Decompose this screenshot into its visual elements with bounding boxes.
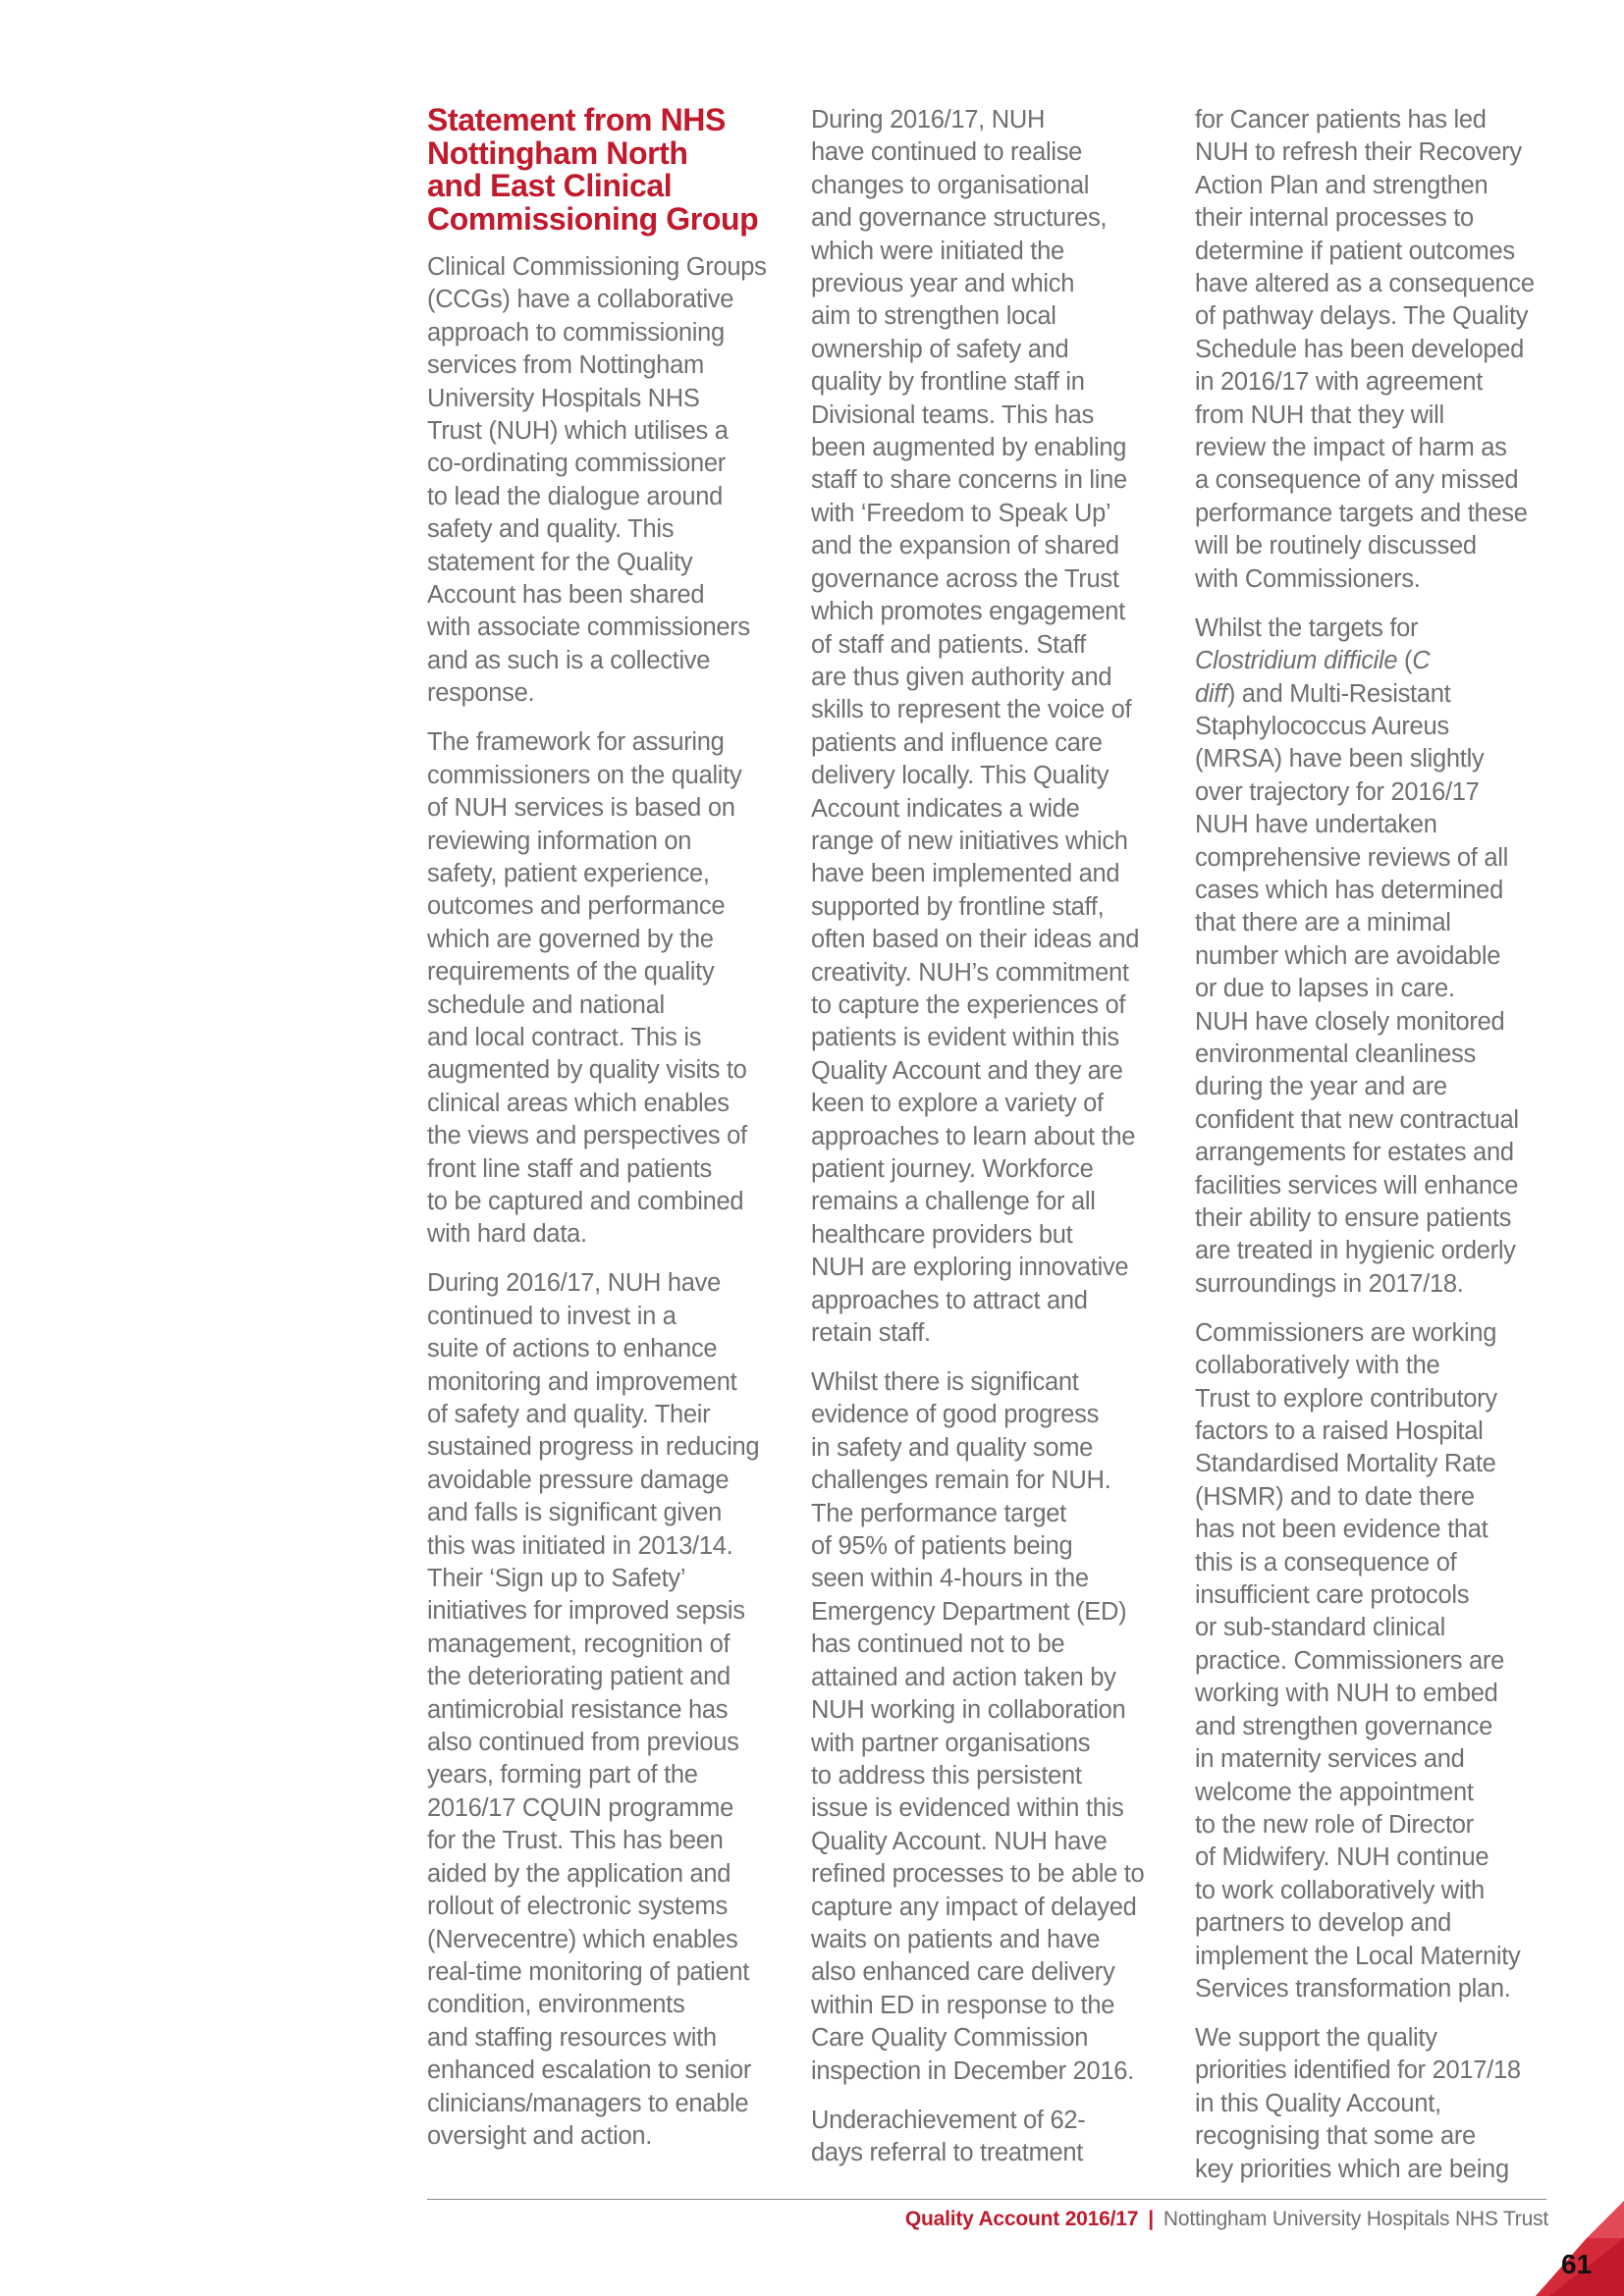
text-line: key priorities which are being — [1195, 2155, 1509, 2183]
text-line: have been implemented and — [811, 860, 1120, 888]
text-line: approaches to learn about the — [811, 1122, 1136, 1150]
text-line — [1195, 678, 1552, 711]
text-line: The framework for assuring — [427, 728, 725, 757]
text-line: Action Plan and strengthen — [1195, 171, 1489, 199]
text-line: issue is evidenced within this — [811, 1794, 1124, 1823]
text-line: Whilst there is significant — [811, 1368, 1079, 1397]
heading-line: Nottingham North — [427, 134, 688, 171]
italic-term: Clostridium difficile — [1195, 647, 1398, 675]
text-line: this was initiated in 2013/14. — [427, 1531, 733, 1560]
text-line: also enhanced care delivery — [811, 1958, 1115, 1987]
text-line: Account has been shared — [427, 581, 705, 610]
footer-divider — [427, 2199, 1546, 2200]
text-line: from NUH that they will — [1195, 400, 1444, 429]
paragraph — [1195, 1317, 1552, 2006]
column-3-paragraphs — [1195, 104, 1552, 2186]
text-line: University Hospitals NHS — [427, 384, 700, 412]
italic-term: diff — [1195, 679, 1227, 708]
text-line: NUH to refresh their Recovery — [1195, 138, 1522, 167]
text-line: During 2016/17, NUH — [811, 106, 1046, 133]
text-line: and local contract. This is — [427, 1023, 702, 1051]
text-line: comprehensive reviews of all — [1195, 843, 1508, 872]
corner-triangle-light — [1587, 2201, 1624, 2238]
text-line: priorities identified for 2017/18 — [1195, 2056, 1521, 2085]
text-line: factors to a raised Hospital — [1195, 1417, 1484, 1446]
text-line: (CCGs) have a collaborative — [427, 286, 734, 314]
text-line: confident that new contractual — [1195, 1105, 1519, 1134]
text-line: continued to invest in a — [427, 1302, 677, 1330]
text-line: collaboratively with the — [1195, 1352, 1440, 1380]
text-line: delivery locally. This Quality — [811, 762, 1110, 790]
text-line: for Cancer patients has led — [1195, 106, 1487, 133]
text-line — [1195, 645, 1552, 677]
text-line: condition, environments — [427, 1991, 685, 2019]
text-line: statement for the Quality — [427, 548, 693, 576]
column-2 — [811, 104, 1166, 2169]
text-line: oversight and action. — [427, 2121, 653, 2150]
text-line: to capture the experiences of — [811, 990, 1126, 1019]
text-line: patients is evident within this — [811, 1024, 1119, 1052]
text-line: been augmented by enabling — [811, 434, 1127, 462]
text-line: or sub-standard clinical — [1195, 1614, 1446, 1642]
text-line: within ED in response to the — [811, 1991, 1115, 2019]
text-line: response. — [427, 679, 535, 708]
text-line: and strengthen governance — [1195, 1712, 1492, 1740]
text-line: performance targets and these — [1195, 499, 1528, 527]
text-line: aim to strengthen local — [811, 302, 1056, 331]
text-line: outcomes and performance — [427, 892, 726, 921]
text-line: keen to explore a variety of — [811, 1090, 1104, 1118]
text-line: ownership of safety and — [811, 335, 1069, 363]
text-line: which were initiated the — [811, 237, 1064, 265]
text-line: of safety and quality. Their — [427, 1401, 711, 1428]
text-line: Quality Account and they are — [811, 1056, 1123, 1085]
text-line: Clinical Commissioning Groups — [427, 253, 767, 281]
paragraph — [427, 1267, 783, 2153]
text-line: Services transformation plan. — [1195, 1974, 1511, 2002]
paragraph — [427, 726, 783, 1252]
text-line: partners to develop and — [1195, 1909, 1452, 1938]
text-line: of pathway delays. The Quality — [1195, 302, 1529, 331]
text-line: over trajectory for 2016/17 — [1195, 777, 1480, 806]
text-line: NUH have closely monitored — [1195, 1007, 1505, 1036]
text-line: facilities services will enhance — [1195, 1171, 1519, 1200]
text-line: and governance structures, — [811, 204, 1108, 233]
text-line: has not been evidence that — [1195, 1516, 1489, 1544]
text-line: to be captured and combined — [427, 1187, 744, 1215]
text-line: management, recognition of — [427, 1629, 731, 1658]
text-line: healthcare providers but — [811, 1220, 1073, 1249]
text-line: real-time monitoring of patient — [427, 1957, 750, 1986]
text-line: to address this persistent — [811, 1761, 1082, 1789]
text-line: services from Nottingham — [427, 351, 704, 380]
text-line: antimicrobial resistance has — [427, 1695, 729, 1724]
text-line: which promotes engagement — [811, 598, 1125, 626]
text-line: in safety and quality some — [811, 1433, 1094, 1462]
text-line: this is a consequence of — [1195, 1548, 1457, 1576]
text-line: During 2016/17, NUH have — [427, 1269, 721, 1298]
heading-line: and East Clinical — [427, 168, 673, 203]
text-line: review the impact of harm as — [1195, 434, 1507, 462]
inline-text: ) and Multi-Resistant — [1226, 679, 1451, 708]
text-line: avoidable pressure damage — [427, 1466, 730, 1494]
text-line: of Midwifery. NUH continue — [1195, 1843, 1489, 1872]
text-line: (MRSA) have been slightly — [1195, 745, 1485, 774]
text-line: seen within 4-hours in the — [811, 1565, 1089, 1593]
text-line: in 2016/17 with agreement — [1195, 368, 1484, 397]
text-line: evidence of good progress — [811, 1401, 1100, 1429]
text-line: in this Quality Account, — [1195, 2089, 1441, 2117]
paragraph — [427, 251, 783, 711]
text-line: suite of actions to enhance — [427, 1335, 718, 1363]
footer-report-title: Quality Account 2016/17 — [904, 2208, 1139, 2230]
text-line: with ‘Freedom to Speak Up’ — [811, 499, 1111, 527]
text-line: waits on patients and have — [811, 1925, 1101, 1953]
text-line: challenges remain for NUH. — [811, 1467, 1111, 1495]
text-line: in maternity services and — [1195, 1745, 1465, 1774]
text-line: Standardised Mortality Rate — [1195, 1450, 1496, 1478]
text-line: Staphylococcus Aureus — [1195, 712, 1449, 740]
heading-line: Commissioning Group — [427, 200, 759, 237]
text-line: creativity. NUH’s commitment — [811, 958, 1129, 987]
text-line: often based on their ideas and — [811, 926, 1140, 954]
text-line: have continued to realise — [811, 138, 1083, 167]
text-line: initiatives for improved sepsis — [427, 1597, 745, 1626]
paragraph — [1195, 104, 1552, 596]
text-line: front line staff and patients — [427, 1154, 712, 1183]
text-line: patient journey. Workforce — [811, 1155, 1094, 1183]
inline-text: ( — [1397, 647, 1413, 675]
text-line: safety and quality. This — [427, 515, 675, 544]
text-line: quality by frontline staff in — [811, 368, 1085, 397]
column-1 — [427, 104, 783, 2153]
text-line: remains a challenge for all — [811, 1188, 1096, 1216]
italic-term: C — [1412, 647, 1431, 675]
text-line: safety, patient experience, — [427, 859, 710, 887]
text-line: during the year and are — [1195, 1073, 1447, 1101]
text-line: governance across the Trust — [811, 564, 1119, 593]
text-line: (Nervecentre) which enables — [427, 1925, 738, 1953]
text-line: with associate commissioners — [427, 614, 750, 642]
text-line: refined processes to be able to — [811, 1860, 1145, 1889]
text-line: the views and perspectives of — [427, 1122, 747, 1150]
statement-heading — [427, 104, 783, 236]
text-line: Whilst the targets for — [1195, 614, 1419, 642]
text-line: NUH are exploring innovative — [811, 1254, 1129, 1282]
page-number: 61 — [1561, 2249, 1593, 2279]
text-line: days referral to treatment — [811, 2138, 1084, 2166]
paragraph — [1195, 613, 1552, 1302]
text-line: of NUH services is based on — [427, 794, 735, 823]
text-line: and as such is a collective — [427, 646, 711, 674]
text-line: skills to represent the voice of — [811, 696, 1132, 724]
text-line: Schedule has been developed — [1195, 335, 1525, 363]
text-line: to the new role of Director — [1195, 1810, 1474, 1839]
text-line: their ability to ensure patients — [1195, 1204, 1512, 1232]
text-line: Account indicates a wide — [811, 794, 1080, 823]
text-line: reviewing information on — [427, 827, 692, 855]
text-line: cases which has determined — [1195, 876, 1503, 904]
text-line: have altered as a consequence — [1195, 270, 1535, 298]
text-line: changes to organisational — [811, 171, 1090, 199]
text-line: patients and influence care — [811, 728, 1103, 757]
paragraph — [811, 2105, 1166, 2170]
text-line: monitoring and improvement — [427, 1367, 737, 1396]
text-line: with hard data. — [427, 1220, 587, 1249]
text-line: with partner organisations — [811, 1729, 1091, 1757]
text-line: welcome the appointment — [1195, 1778, 1474, 1806]
text-line: requirements of the quality — [427, 958, 715, 987]
text-line: clinical areas which enables — [427, 1089, 730, 1117]
text-line: to work collaboratively with — [1195, 1876, 1485, 1904]
text-line: for the Trust. This has been — [427, 1827, 724, 1855]
text-line: surroundings in 2017/18. — [1195, 1269, 1464, 1298]
text-line: aided by the application and — [427, 1859, 731, 1888]
text-line: Trust to explore contributory — [1195, 1384, 1497, 1413]
text-line: retain staff. — [811, 1319, 931, 1348]
text-line: their internal processes to — [1195, 204, 1474, 233]
text-line: capture any impact of delayed — [811, 1893, 1137, 1921]
text-line: practice. Commissioners are — [1195, 1646, 1504, 1675]
text-line: Emergency Department (ED) — [811, 1597, 1127, 1626]
text-line: and the expansion of shared — [811, 532, 1119, 561]
text-line: are treated in hygienic orderly — [1195, 1237, 1516, 1265]
text-line: or due to lapses in care. — [1195, 975, 1455, 1003]
text-line: Their ‘Sign up to Safety’ — [427, 1565, 686, 1593]
heading-line: Statement from NHS — [427, 102, 726, 137]
text-line: and staffing resources with — [427, 2023, 717, 2052]
text-line: (HSMR) and to date there — [1195, 1482, 1475, 1511]
text-line: of 95% of patients being — [811, 1532, 1073, 1561]
text-line: which are governed by the — [427, 925, 714, 953]
text-line: 2016/17 CQUIN programme — [427, 1793, 733, 1822]
text-line: a consequence of any missed — [1195, 466, 1519, 495]
text-line: attained and action taken by — [811, 1663, 1116, 1691]
text-line: previous year and which — [811, 270, 1075, 298]
text-line: recognising that some are — [1195, 2122, 1476, 2151]
text-line: of staff and patients. Staff — [811, 630, 1086, 659]
text-line: has continued not to be — [811, 1630, 1065, 1659]
text-line: supported by frontline staff, — [811, 892, 1105, 921]
column-1-paragraphs — [427, 251, 783, 2153]
text-line: NUH working in collaboration — [811, 1696, 1126, 1725]
text-line: range of new initiatives which — [811, 827, 1128, 855]
paragraph — [1195, 2022, 1552, 2186]
text-line: NUH have undertaken — [1195, 811, 1437, 839]
text-line: Care Quality Commission — [811, 2024, 1089, 2053]
text-line: augmented by quality visits to — [427, 1056, 747, 1085]
text-line: We support the quality — [1195, 2023, 1437, 2052]
text-line: with Commissioners. — [1195, 564, 1421, 593]
text-line: Trust (NUH) which utilises a — [427, 417, 729, 446]
page-footer — [905, 2205, 1548, 2234]
paragraph — [811, 1366, 1166, 2088]
text-line: sustained progress in reducing — [427, 1433, 760, 1462]
text-line: are thus given authority and — [811, 663, 1112, 691]
footer-separator: | — [1148, 2208, 1154, 2230]
column-3 — [1195, 104, 1552, 2186]
text-line: that there are a minimal — [1195, 909, 1451, 937]
text-line: approach to commissioning — [427, 318, 725, 347]
text-line: Underachievement of 62- — [811, 2106, 1086, 2134]
footer-organisation: Nottingham University Hospitals NHS Trust — [1163, 2208, 1548, 2230]
text-line: The performance target — [811, 1499, 1066, 1527]
text-line: to lead the dialogue around — [427, 482, 723, 510]
text-line: the deteriorating patient and — [427, 1663, 731, 1691]
text-line: staff to share concerns in line — [811, 466, 1127, 495]
text-line: also continued from previous — [427, 1729, 739, 1757]
text-line: number which are avoidable — [1195, 941, 1501, 970]
text-line: determine if patient outcomes — [1195, 237, 1515, 265]
text-line: arrangements for estates and — [1195, 1139, 1514, 1167]
text-line: commissioners on the quality — [427, 761, 742, 789]
text-line: Commissioners are working — [1195, 1318, 1497, 1347]
text-line: will be routinely discussed — [1195, 532, 1477, 561]
text-line: insufficient care protocols — [1195, 1581, 1470, 1610]
text-line: approaches to attract and — [811, 1286, 1088, 1314]
text-line: rollout of electronic systems — [427, 1893, 728, 1921]
text-line: and falls is significant given — [427, 1499, 723, 1527]
text-line: enhanced escalation to senior — [427, 2056, 752, 2085]
text-line: inspection in December 2016. — [811, 2056, 1134, 2085]
text-line: implement the Local Maternity — [1195, 1942, 1521, 1970]
column-2-paragraphs — [811, 104, 1166, 2169]
text-line: clinicians/managers to enable — [427, 2089, 749, 2117]
text-line: working with NUH to embed — [1195, 1680, 1498, 1708]
paragraph — [811, 104, 1166, 1350]
text-line: years, forming part of the — [427, 1761, 698, 1789]
text-line: environmental cleanliness — [1195, 1040, 1476, 1068]
text-line: co-ordinating commissioner — [427, 450, 726, 478]
text-line: Divisional teams. This has — [811, 400, 1094, 429]
text-line: schedule and national — [427, 990, 665, 1019]
text-line: Quality Account. NUH have — [811, 1827, 1108, 1855]
